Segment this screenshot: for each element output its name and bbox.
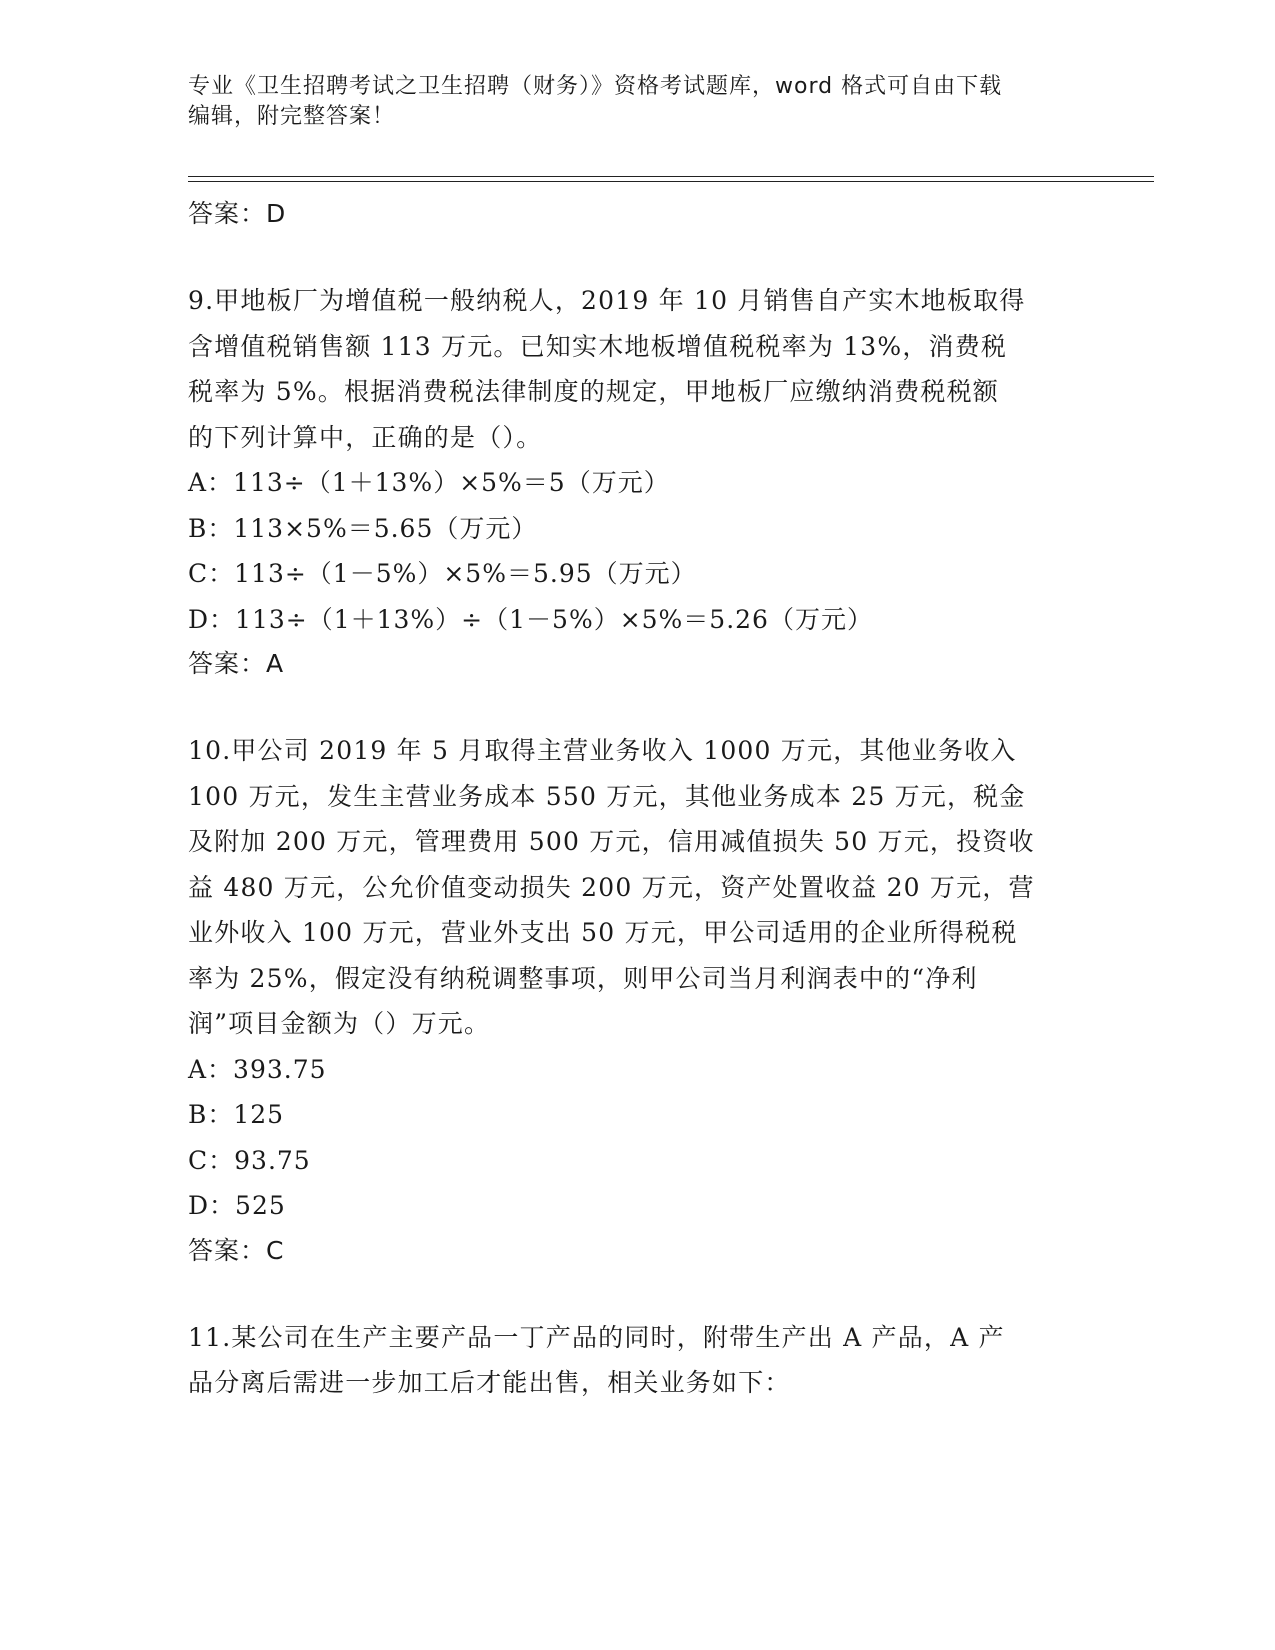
header-divider-top (188, 176, 1154, 177)
header-line-1: 专业《卫生招聘考试之卫生招聘（财务）》资格考试题库，word 格式可自由下载 (188, 74, 1003, 99)
document-body (188, 192, 1088, 1406)
header-line-2: 编辑，附完整答案！ (188, 104, 396, 129)
question-11-text-line: 品分离后需进一步加工后才能出售，相关业务如下： (188, 1368, 791, 1397)
question-10-option-d: D：525 (188, 1191, 286, 1220)
spacer (188, 686, 1088, 728)
question-9-option-a: A：113÷（1＋13%）×5%＝5（万元） (188, 468, 670, 497)
question-9-text-line: 税率为 5%。根据消费税法律制度的规定，甲地板厂应缴纳消费税税额 (188, 377, 1000, 406)
question-10-text-line: 100 万元，发生主营业务成本 550 万元，其他业务成本 25 万元，税金 (188, 781, 1026, 811)
question-10 (188, 728, 1088, 1273)
spacer (188, 1273, 1088, 1315)
question-11 (188, 1315, 1088, 1406)
answer-q9: 答案：A (188, 649, 285, 678)
answer-q8: 答案：D (188, 199, 287, 228)
answer-q10: 答案：C (188, 1235, 285, 1265)
question-10-text-line: 10.甲公司 2019 年 5 月取得主营业务收入 1000 万元，其他业务收入 (188, 736, 1017, 765)
question-10-option-a: A：393.75 (188, 1054, 327, 1084)
spacer (188, 236, 1088, 278)
question-9-text-line: 的下列计算中，正确的是（）。 (188, 422, 543, 452)
question-10-text-line: 润”项目金额为（）万元。 (188, 1009, 491, 1038)
question-10-text-line: 益 480 万元，公允价值变动损失 200 万元，资产处置收益 20 万元，营 (188, 872, 1035, 902)
question-11-text-line: 11.某公司在生产主要产品一丁产品的同时，附带生产出 A 产品，A 产 (188, 1322, 1005, 1352)
question-10-text-line: 及附加 200 万元，管理费用 500 万元，信用减值损失 50 万元，投资收 (188, 827, 1035, 856)
question-10-text-line: 业外收入 100 万元，营业外支出 50 万元，甲公司适用的企业所得税税 (188, 918, 1018, 947)
document-header (188, 72, 1068, 132)
question-10-option-c: C：93.75 (188, 1145, 311, 1175)
question-10-option-b: B：125 (188, 1100, 285, 1129)
question-9-text-line: 9.甲地板厂为增值税一般纳税人，2019 年 10 月销售自产实木地板取得 (188, 286, 1026, 315)
question-9 (188, 278, 1088, 686)
question-9-option-c: C：113÷（1－5%）×5%＝5.95（万元） (188, 559, 697, 588)
question-9-text-line: 含增值税销售额 113 万元。已知实木地板增值税税率为 13%，消费税 (188, 331, 1008, 361)
question-9-option-b: B：113×5%＝5.65（万元） (188, 513, 538, 543)
question-9-option-d: D：113÷（1＋13%）÷（1－5%）×5%＝5.26（万元） (188, 604, 873, 634)
header-divider-bottom (188, 181, 1154, 182)
question-10-text-line: 率为 25%，假定没有纳税调整事项，则甲公司当月利润表中的“净利 (188, 963, 978, 993)
